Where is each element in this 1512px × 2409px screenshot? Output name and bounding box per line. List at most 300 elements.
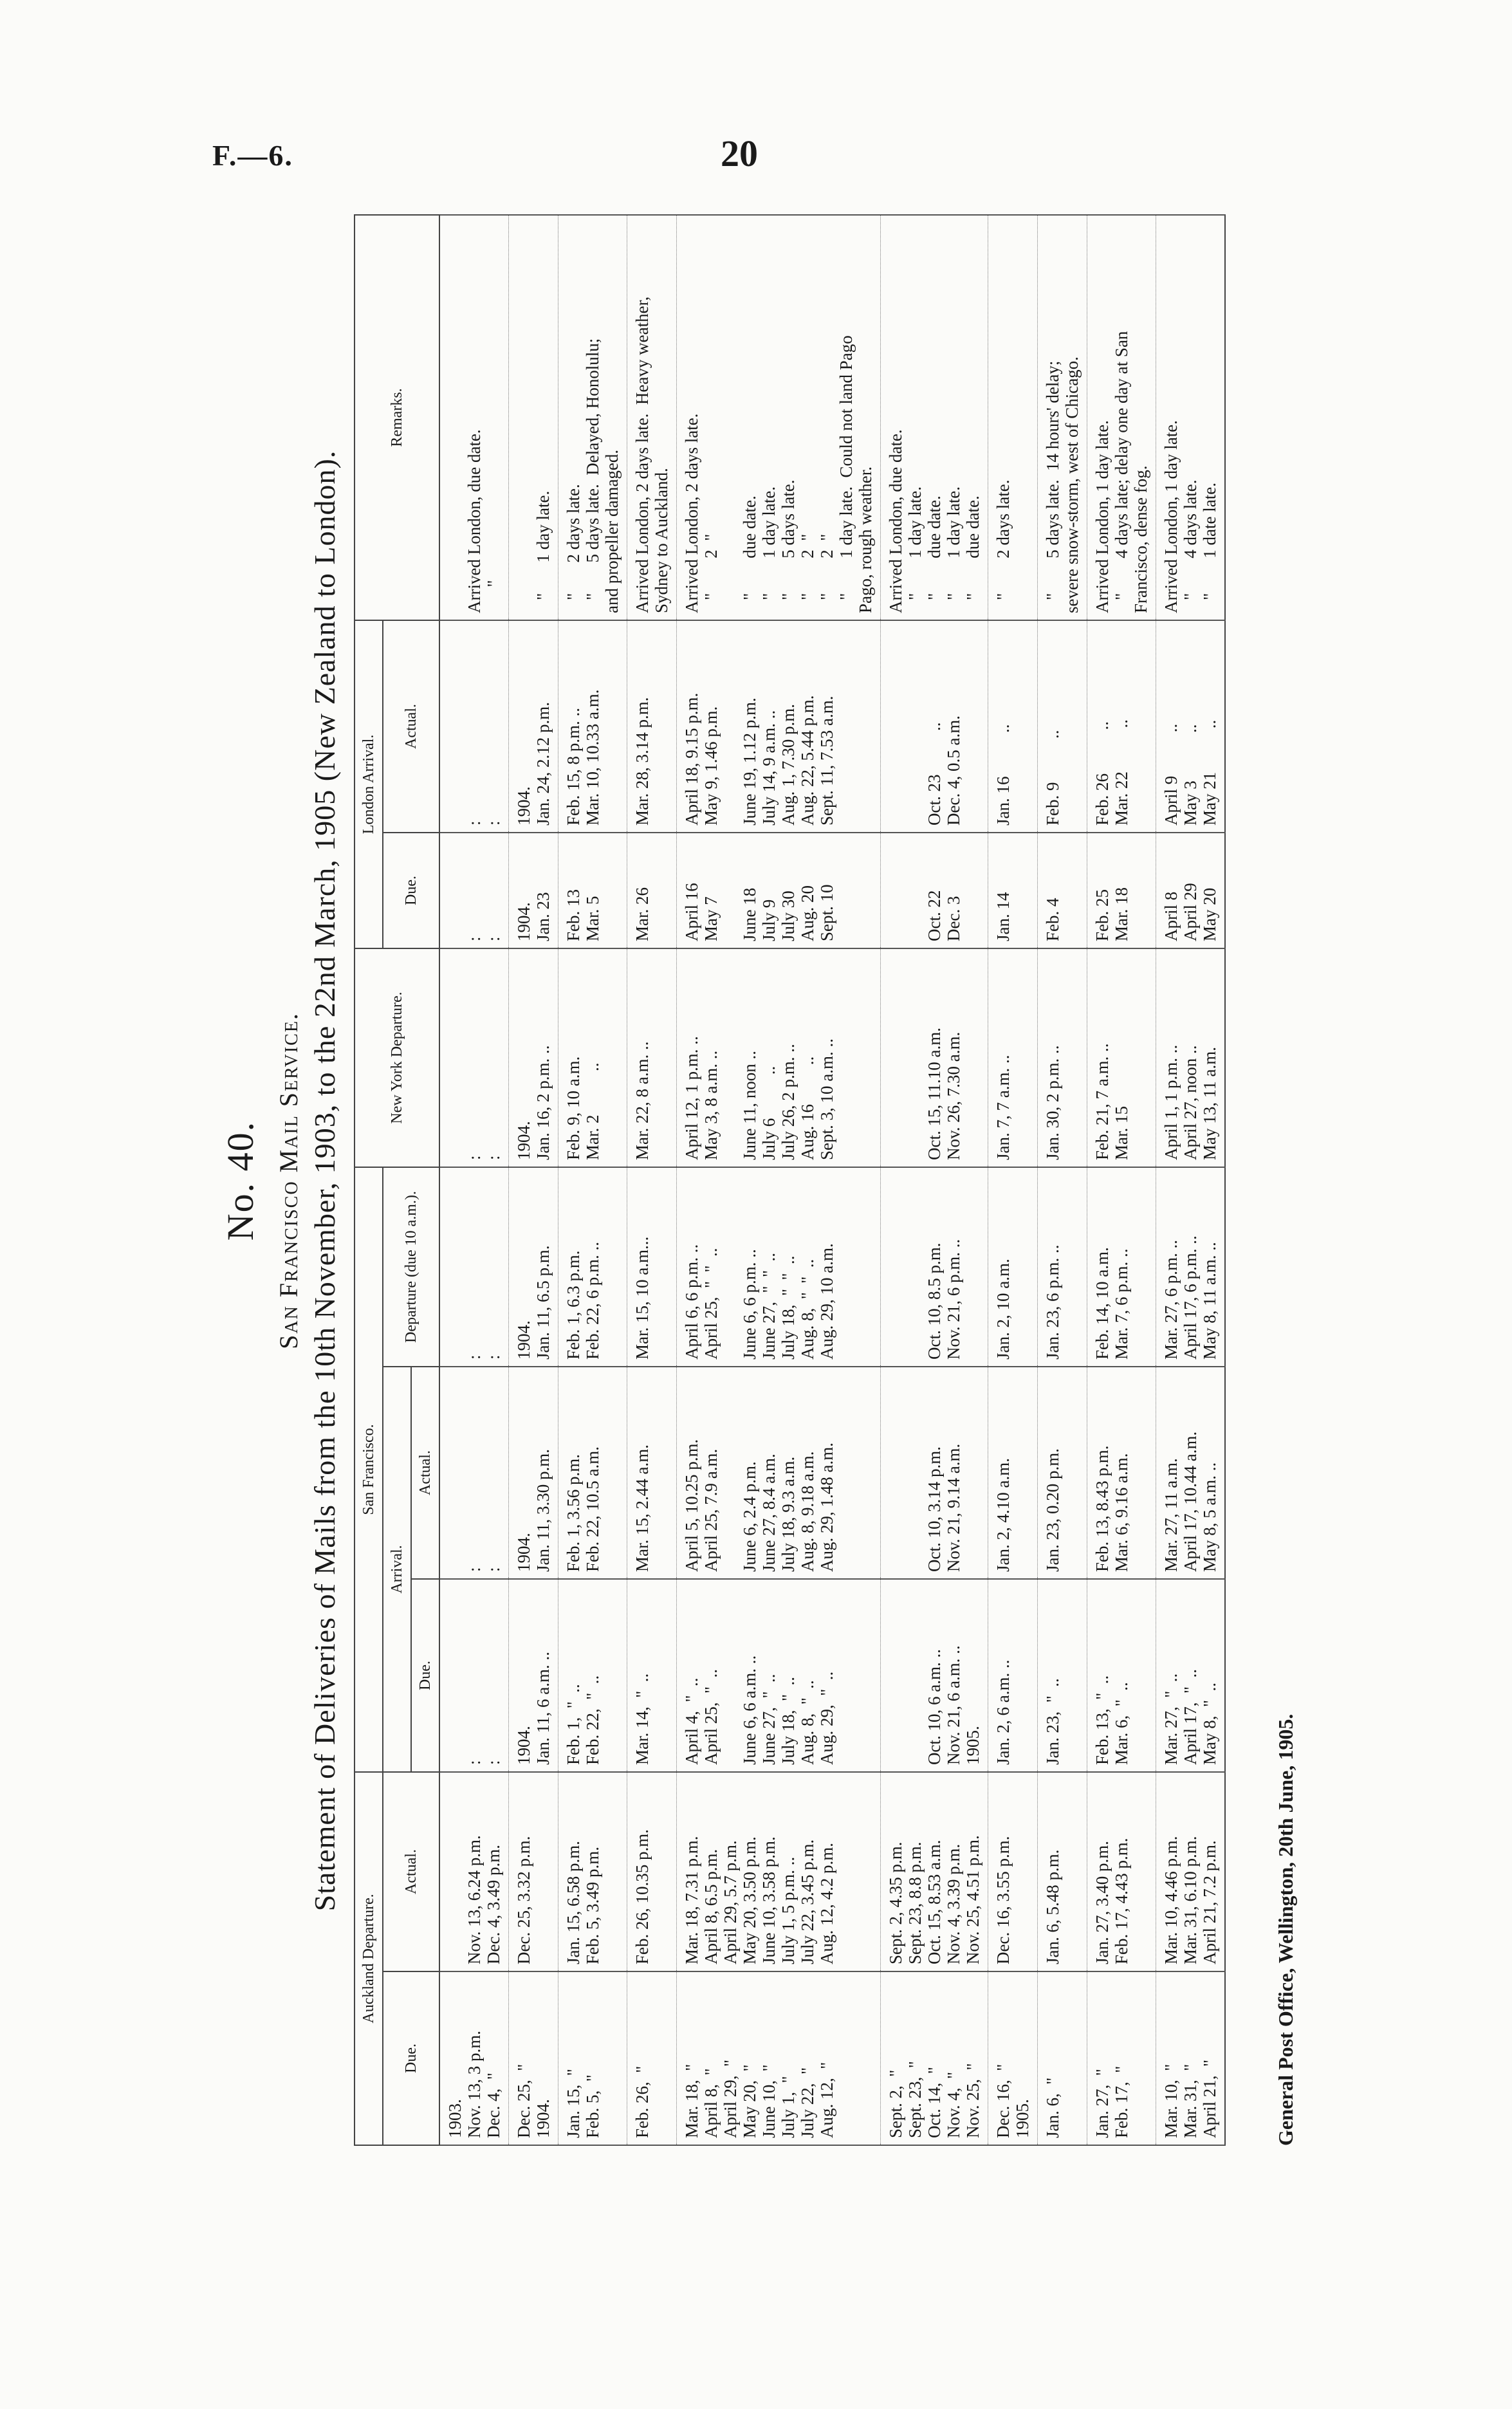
cell-line: Mar. 18 (1112, 887, 1131, 941)
cell-line: Nov. 26, 7.30 a.m. (944, 1031, 963, 1160)
auckland-due-cell (677, 1971, 881, 2145)
cell-line: June 11, noon .. (740, 1051, 759, 1160)
cell-line: June 6, 2.4 p.m. (740, 1461, 759, 1572)
ny-departure-cell (677, 948, 881, 1167)
cell-line: " 2 " (798, 533, 817, 613)
sf-arrival-actual-cell (1087, 1367, 1156, 1579)
cell-line: Aug. 29, 10 a.m. (817, 1243, 836, 1360)
cell-line: May 3, 8 a.m. .. (701, 1050, 721, 1160)
cell-line: Mar. 15 (1112, 1106, 1131, 1160)
cell-line: Feb. 26, " (632, 2065, 652, 2138)
cell-line: Nov. 25, 4.51 p.m. (963, 1835, 982, 1964)
cell-line: Jan. 24, 2.12 p.m. (533, 702, 553, 826)
london-due-cell (881, 833, 988, 948)
ny-departure-cell (558, 948, 627, 1167)
sf-arrival-due-cell (1087, 1579, 1156, 1772)
cell-line: Feb. 5, " (583, 2074, 602, 2138)
london-actual-cell (1087, 620, 1156, 833)
document-caption: Statement of Deliveries of Mails from the 10th November, 1903, to the 22nd March, 1905 (New Zealand to London). (308, 450, 341, 1912)
header-london-due: Due. (383, 833, 439, 948)
cell-line: " 1 date late. (1200, 483, 1219, 613)
sf-departure-cell (509, 1167, 558, 1367)
cell-line: Dec. 25, 3.32 p.m. (514, 1836, 533, 1964)
cell-line: May 20 (1200, 887, 1219, 941)
sf-arrival-actual-cell (881, 1367, 988, 1579)
sf-departure-cell (881, 1167, 988, 1367)
cell-line: Mar. 18, 7.31 p.m. (682, 1836, 701, 1964)
table-row (1087, 215, 1156, 2145)
cell-line: " 5 days late. (779, 479, 798, 613)
sf-arrival-due-cell (1156, 1579, 1226, 1772)
cell-line (721, 222, 740, 613)
cell-line: " 1 day late. (944, 486, 963, 613)
cell-line: July 18, 9.3 a.m. (779, 1456, 798, 1572)
cell-line: Aug. 20 (798, 885, 817, 941)
cell-line: Feb. 17, " (1112, 2065, 1131, 2138)
remarks-cell (1156, 215, 1226, 620)
cell-line (445, 1586, 465, 1765)
cell-line: Oct. 23 .. (925, 722, 944, 826)
sf-departure-cell (627, 1167, 677, 1367)
london-due-cell (1038, 833, 1087, 948)
sf-arrival-due-cell (881, 1579, 988, 1772)
cell-line: Mar. 22, 8 a.m. .. (632, 1041, 652, 1160)
cell-line (905, 840, 925, 941)
cell-line: Jan. 15, 6.58 p.m. (564, 1841, 583, 1964)
ny-departure-cell (627, 948, 677, 1167)
cell-line: April 27, noon .. (1181, 1045, 1200, 1160)
cell-line: 1904. (514, 786, 533, 826)
cell-line (886, 627, 905, 826)
cell-line (445, 222, 465, 613)
cell-line: 1903. (445, 2099, 465, 2138)
cell-line: Feb. 4 (1043, 898, 1062, 941)
cell-line: June 27, 8.4 a.m. (759, 1454, 779, 1572)
cell-line (886, 955, 905, 1160)
cell-line: : (465, 1760, 484, 1765)
cell-line: July 6 .. (759, 1066, 779, 1160)
london-due-cell (988, 833, 1038, 948)
cell-line: April 25, 7.9 a.m. (701, 1448, 721, 1572)
london-actual-cell (558, 620, 627, 833)
cell-line: Mar. 7, 6 p.m. .. (1112, 1248, 1131, 1360)
auckland-due-cell (1087, 1971, 1156, 2145)
cell-line: July 1, " (779, 2076, 798, 2138)
cell-line (963, 955, 982, 1160)
cell-line (721, 1374, 740, 1572)
london-actual-cell (881, 620, 988, 833)
rotated-landscape-sheet (193, 0, 1338, 2146)
cell-line: 1904. (533, 2099, 553, 2138)
london-due-cell (509, 833, 558, 948)
cell-line: Feb. 14, 10 a.m. (1093, 1247, 1112, 1360)
auckland-due-cell (627, 1971, 677, 2145)
cell-line: Arrived London, 2 days late. (682, 413, 701, 613)
cell-line: Oct. 15, 11.10 a.m. (925, 1028, 944, 1160)
auckland-due-cell (1156, 1971, 1226, 2145)
cell-line: Mar. 31, 6.10 p.m. (1181, 1836, 1200, 1964)
cell-line (963, 1174, 982, 1360)
cell-line (886, 840, 905, 941)
cell-line: Jan. 23, " .. (1043, 1678, 1062, 1765)
cell-line: 1904. (514, 1320, 533, 1360)
sf-departure-cell (1038, 1167, 1087, 1367)
cell-line: Francisco, dense fog. (1131, 465, 1150, 613)
cell-line: Jan. 27, 3.40 p.m. (1093, 1841, 1112, 1964)
auckland-actual-cell (1038, 1772, 1087, 1971)
cell-line: Aug. 29, " .. (817, 1671, 836, 1765)
cell-line: : (465, 1155, 484, 1160)
sf-arrival-actual-cell (439, 1367, 509, 1579)
cell-line: " 2 " (701, 533, 721, 613)
london-actual-cell (1156, 620, 1226, 833)
table-row (1156, 215, 1226, 2145)
table-row (439, 215, 509, 2145)
cell-line: Jan. 2, 4.10 a.m. (993, 1458, 1013, 1572)
cell-line: Oct. 22 (925, 890, 944, 941)
footer-signature-line: General Post Office, Wellington, 20th June, 1905. (1274, 1713, 1297, 2146)
ny-departure-cell (988, 948, 1038, 1167)
cell-line: Jan. 16, 2 p.m. .. (533, 1045, 553, 1160)
cell-line: July 18, " .. (779, 1676, 798, 1765)
cell-line: 1905. (963, 1726, 982, 1765)
cell-line: : (484, 1567, 503, 1572)
cell-line: Dec. 4, " (484, 2072, 503, 2138)
cell-line: April 8, 6.5 p.m. (701, 1849, 721, 1964)
cell-line: Jan. 6, " (1043, 2077, 1062, 2138)
cell-line: " 1 day late. Could not land Pago (836, 335, 856, 613)
cell-line: May 13, 11 a.m. (1200, 1047, 1219, 1160)
cell-line: Arrived London, 2 days late. Heavy weather, (632, 296, 652, 613)
cell-line: Mar. 31, " (1181, 2063, 1200, 2138)
header-london-actual: Actual. (383, 620, 439, 833)
auckland-actual-cell (627, 1772, 677, 1971)
cell-line: " due date. (925, 495, 944, 613)
cell-line: June 27, " .. (759, 1674, 779, 1765)
sf-arrival-actual-cell (509, 1367, 558, 1579)
table-row (881, 215, 988, 2145)
cell-line: : (484, 820, 503, 826)
cell-line: " 1 day late. (759, 486, 779, 613)
cell-line: Aug. 29, 1.48 a.m. (817, 1443, 836, 1572)
cell-line: April 16 (682, 883, 701, 941)
cell-line (886, 1174, 905, 1360)
cell-line: April 29, 5.7 p.m. (721, 1840, 740, 1964)
mail-delivery-table (354, 214, 1226, 2146)
cell-line: Feb. 9 .. (1043, 730, 1062, 826)
cell-line (721, 627, 740, 826)
cell-line (721, 1174, 740, 1360)
cell-line: Feb. 13, 8.43 p.m. (1093, 1445, 1112, 1572)
cell-line: " 4 days late; delay one day at San (1112, 331, 1131, 613)
cell-line: Feb. 1, " .. (564, 1684, 583, 1765)
sf-arrival-actual-cell (558, 1367, 627, 1579)
cell-line: May 8, 11 a.m. .. (1200, 1242, 1219, 1360)
sf-arrival-due-cell (558, 1579, 627, 1772)
sf-arrival-actual-cell (1156, 1367, 1226, 1579)
header-san-francisco: San Francisco. (355, 1167, 383, 1772)
cell-line: Jan. 14 (993, 892, 1013, 941)
ny-departure-cell (439, 948, 509, 1167)
cell-line: Mar. 15, 2.44 a.m. (632, 1444, 652, 1572)
cell-line: April 18, 9.15 p.m. (682, 692, 701, 826)
cell-line: Feb. 26, 10.35 p.m. (632, 1829, 652, 1964)
cell-line (905, 955, 925, 1160)
remarks-cell (988, 215, 1038, 620)
auckland-actual-cell (1087, 1772, 1156, 1971)
auckland-due-cell (439, 1971, 509, 2145)
cell-line: Feb. 22, 10.5 a.m. (583, 1446, 602, 1572)
auckland-actual-cell (509, 1772, 558, 1971)
cell-line: Aug. 8, " " .. (798, 1259, 817, 1360)
cell-line: Nov. 13, 3 p.m. (465, 2031, 484, 2138)
cell-line: June 10, 3.58 p.m. (759, 1836, 779, 1964)
auckland-actual-cell (988, 1772, 1038, 1971)
remarks-cell (881, 215, 988, 620)
cell-line: " 2 days late. (993, 479, 1013, 613)
cell-line: June 6, 6 p.m. .. (740, 1249, 759, 1360)
cell-line: Feb. 5, 3.49 p.m. (583, 1846, 602, 1964)
cell-line: Mar. 10, " (1161, 2063, 1181, 2138)
cell-line (445, 1779, 465, 1964)
cell-line (445, 1374, 465, 1572)
cell-line: 1904. (514, 1726, 533, 1765)
auckland-due-cell (988, 1971, 1038, 2145)
cell-line: April 17, 6 p.m. .. (1181, 1235, 1200, 1360)
cell-line: Jan. 7, 7 a.m. .. (993, 1055, 1013, 1160)
cell-line: 1904. (514, 1121, 533, 1160)
remarks-cell (1087, 215, 1156, 620)
cell-line: : (465, 936, 484, 941)
sf-arrival-actual-cell (677, 1367, 881, 1579)
cell-line: : (484, 1760, 503, 1765)
table-row (627, 215, 677, 2145)
auckland-actual-cell (881, 1772, 988, 1971)
cell-line: Jan. 15, " (564, 2069, 583, 2138)
cell-line: June 19, 1.12 p.m. (740, 697, 759, 826)
cell-line: Aug. 1, 7.30 p.m. (779, 704, 798, 826)
cell-line: May 20, 3.50 p.m. (740, 1836, 759, 1964)
header-sf-departure: Departure (due 10 a.m.). (383, 1167, 439, 1367)
cell-line: April 25, " " .. (701, 1248, 721, 1360)
sf-departure-cell (988, 1167, 1038, 1367)
cell-line (445, 955, 465, 1160)
cell-line: June 10, " (759, 2064, 779, 2138)
sf-arrival-due-cell (1038, 1579, 1087, 1772)
cell-line (445, 627, 465, 826)
cell-line: Mar. 27, 11 a.m. (1161, 1458, 1181, 1572)
cell-line: Feb. 15, 8 p.m. .. (564, 707, 583, 826)
cell-line (514, 222, 533, 613)
cell-line: Aug. 8, 9.18 a.m. (798, 1451, 817, 1572)
cell-line: July 26, 2 p.m. .. (779, 1044, 798, 1160)
header-sf-arrival: Arrival. (383, 1367, 411, 1772)
cell-line: April 5, 10.25 p.m. (682, 1439, 701, 1572)
cell-line: April 29 (1181, 883, 1200, 941)
cell-line: Sept. 3, 10 a.m. .. (817, 1038, 836, 1160)
london-due-cell (558, 833, 627, 948)
table-row (988, 215, 1038, 2145)
cell-line: Jan. 23 (533, 892, 553, 941)
cell-line: May 21 .. (1200, 719, 1219, 826)
cell-line (905, 1174, 925, 1360)
cell-line: Jan. 2, 6 a.m. .. (993, 1659, 1013, 1765)
cell-line: Nov. 21, 6 a.m. .. (944, 1645, 963, 1765)
sf-arrival-due-cell (988, 1579, 1038, 1772)
cell-line: Mar. 6, 9.16 a.m. (1112, 1453, 1131, 1572)
table-row (558, 215, 627, 2145)
london-due-cell (627, 833, 677, 948)
cell-line: April 9 .. (1161, 723, 1181, 826)
cell-line: July 22, 3.45 p.m. (798, 1839, 817, 1964)
cell-line: Oct. 15, 8.53 a.m. (925, 1840, 944, 1964)
london-actual-cell (627, 620, 677, 833)
cell-line: April 1, 1 p.m. .. (1161, 1044, 1181, 1160)
cell-line (445, 1174, 465, 1360)
cell-line: " 1 day late. (533, 490, 553, 613)
cell-line: July 30 (779, 891, 798, 941)
cell-line: Mar. 10, 4.46 p.m. (1161, 1836, 1181, 1964)
cell-line: " 2 " (817, 533, 836, 613)
cell-line: April 17, 10.44 a.m. (1181, 1431, 1200, 1572)
cell-line: " 5 days late. 14 hours' delay; (1043, 360, 1062, 613)
cell-line: 1904. (514, 902, 533, 941)
cell-line (886, 1586, 905, 1765)
cell-line: Aug. 12, 4.2 p.m. (817, 1843, 836, 1964)
cell-line: Mar. 27, 6 p.m. .. (1161, 1240, 1181, 1360)
cell-line (905, 627, 925, 826)
page-number: 20 (721, 133, 758, 174)
cell-line: May 9, 1.46 p.m. (701, 706, 721, 826)
sf-arrival-actual-cell (1038, 1367, 1087, 1579)
cell-line: Feb. 22, " .. (583, 1675, 602, 1765)
cell-line: Jan. 23, 6 p.m. .. (1043, 1244, 1062, 1360)
table-row (1038, 215, 1087, 2145)
cell-line (721, 955, 740, 1160)
cell-line: April 25, " .. (701, 1668, 721, 1765)
ny-departure-cell (1156, 948, 1226, 1167)
cell-line: Nov. 21, 6 p.m. .. (944, 1239, 963, 1360)
cell-line: July 9 (759, 899, 779, 941)
cell-line (886, 1374, 905, 1572)
sf-departure-cell (1156, 1167, 1226, 1367)
cell-line: Jan. 27, " (1093, 2069, 1112, 2138)
london-due-cell (1087, 833, 1156, 948)
cell-line: Jan. 2, 10 a.m. (993, 1259, 1013, 1360)
cell-line: : (484, 1354, 503, 1360)
cell-line: Dec. 25, " (514, 2063, 533, 2138)
cell-line: " 1 day late. (905, 486, 925, 613)
auckland-due-cell (558, 1971, 627, 2145)
document-number: No. 40. (219, 1120, 261, 1241)
cell-line: " due date. (963, 495, 982, 613)
remarks-cell (509, 215, 558, 620)
cell-line: Feb. 1, 6.3 p.m. (564, 1250, 583, 1360)
cell-line: Aug. 12, " (817, 2062, 836, 2138)
cell-line: Feb. 22, 6 p.m. .. (583, 1241, 602, 1360)
header-sf-arrival-actual: Actual. (411, 1367, 439, 1579)
sf-arrival-due-cell (677, 1579, 881, 1772)
cell-line: May 3 .. (1181, 724, 1200, 826)
header-auckland-due: Due. (383, 1971, 439, 2145)
cell-line: Nov. 25, " (963, 2063, 982, 2138)
london-actual-cell (677, 620, 881, 833)
cell-line: Arrived London, due date. (886, 429, 905, 613)
cell-line: April 29, " (721, 2059, 740, 2138)
cell-line: Sept. 2, 4.35 p.m. (886, 1841, 905, 1964)
cell-line: Dec. 4, 0.5 a.m. (944, 715, 963, 826)
cell-line (963, 1374, 982, 1572)
cell-line: Mar. 15, 10 a.m... (632, 1236, 652, 1360)
cell-line: Oct. 10, 6 a.m. .. (925, 1649, 944, 1765)
cell-line: : (465, 1567, 484, 1572)
cell-line: Aug. 16 .. (798, 1056, 817, 1160)
header-new-york-departure: New York Departure. (355, 948, 439, 1167)
cell-line: Jan. 30, 2 p.m. .. (1043, 1045, 1062, 1160)
cell-line: Oct. 10, 3.14 p.m. (925, 1446, 944, 1572)
cell-line: Sept. 2, " (886, 2069, 905, 2138)
cell-line: Dec. 3 (944, 896, 963, 941)
cell-line: Nov. 21, 9.14 a.m. (944, 1443, 963, 1572)
cell-line: Jan. 16 .. (993, 724, 1013, 826)
ny-departure-cell (509, 948, 558, 1167)
cell-line: April 21, " (1200, 2059, 1219, 2138)
london-actual-cell (439, 620, 509, 833)
cell-line: April 8, " (701, 2068, 721, 2138)
cell-line (963, 840, 982, 941)
sf-departure-cell (1087, 1167, 1156, 1367)
cell-line: Feb. 21, 7 a.m. .. (1093, 1043, 1112, 1160)
cell-line: Nov. 4, 3.39 p.m. (944, 1843, 963, 1964)
cell-line: Sept. 10 (817, 884, 836, 941)
header-auckland-actual: Actual. (383, 1772, 439, 1971)
cell-line: April 8 (1161, 891, 1181, 941)
remarks-cell (439, 215, 509, 620)
cell-line: April 17, " .. (1181, 1668, 1200, 1765)
london-due-cell (439, 833, 509, 948)
cell-line: May 8, " .. (1200, 1682, 1219, 1765)
cell-line: Aug. 8, " .. (798, 1680, 817, 1765)
cell-line: Mar. 6, " .. (1112, 1682, 1131, 1765)
ny-departure-cell (1038, 948, 1087, 1167)
sf-arrival-actual-cell (627, 1367, 677, 1579)
cell-line: 1904. (514, 1533, 533, 1572)
auckland-due-cell (881, 1971, 988, 2145)
cell-line: Sept. 23, " (905, 2061, 925, 2138)
auckland-actual-cell (558, 1772, 627, 1971)
cell-line: " 4 days late. (1181, 479, 1200, 613)
cell-line: May 8, 5 a.m. .. (1200, 1462, 1219, 1572)
cell-line: Nov. 13, 6.24 p.m. (465, 1835, 484, 1964)
sf-departure-cell (439, 1167, 509, 1367)
cell-line (721, 840, 740, 941)
sf-arrival-due-cell (627, 1579, 677, 1772)
cell-line: Mar. 27, " .. (1161, 1673, 1181, 1765)
cell-line: June 6, 6 a.m. .. (740, 1655, 759, 1765)
auckland-actual-cell (1156, 1772, 1226, 1971)
cell-line: severe snow-storm, west of Chicago. (1062, 356, 1082, 613)
cell-line: : (465, 820, 484, 826)
cell-line: and propeller damaged. (602, 449, 622, 613)
cell-line: Arrived London, 1 day late. (1161, 420, 1181, 613)
cell-line: July 22, " (798, 2067, 817, 2138)
header-sf-arrival-due: Due. (411, 1579, 439, 1772)
ny-departure-cell (881, 948, 988, 1167)
cell-line: Aug. 22, 5.44 p.m. (798, 695, 817, 826)
cell-line: Dec. 16, " (993, 2063, 1013, 2138)
cell-line: May 7 (701, 896, 721, 941)
cell-line: Mar. 10, 10.33 a.m. (583, 689, 602, 826)
